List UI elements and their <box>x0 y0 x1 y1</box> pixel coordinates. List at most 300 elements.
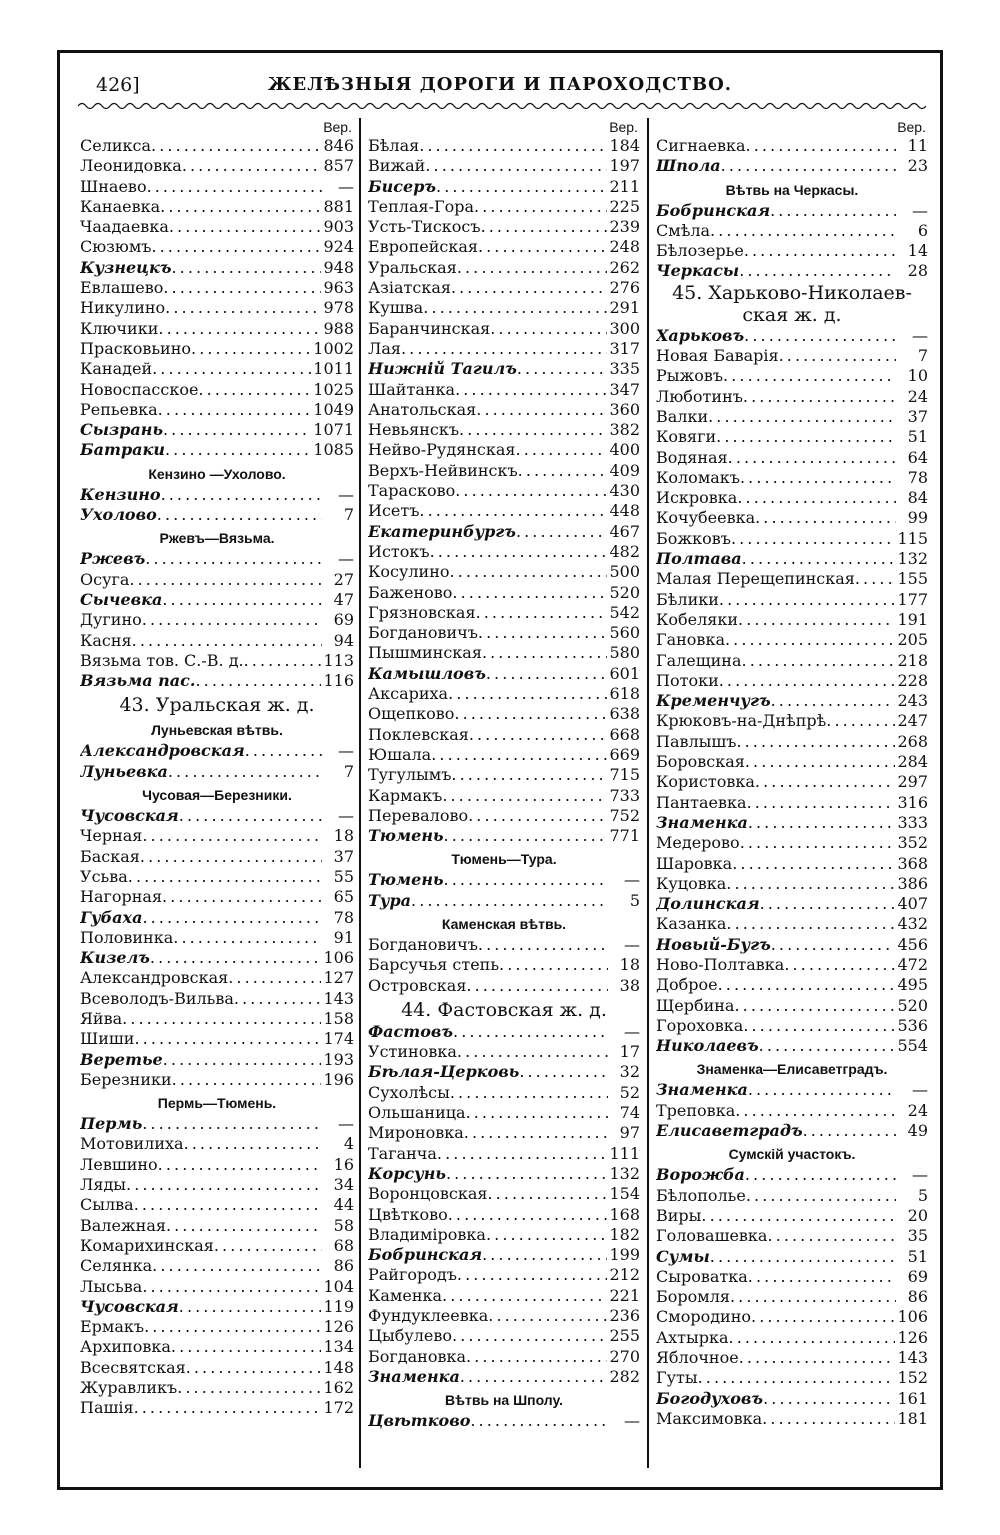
station-row <box>80 806 354 826</box>
station-distance: 560 <box>609 623 640 643</box>
leader-dots <box>748 1267 896 1287</box>
station-row <box>80 1317 354 1337</box>
station-row <box>656 1287 928 1307</box>
leader-dots <box>455 380 607 400</box>
station-name: Тугулымъ <box>368 765 452 785</box>
leader-dots <box>448 1205 608 1225</box>
station-row <box>656 935 928 955</box>
station-distance: 44 <box>333 1195 354 1215</box>
station-row <box>368 298 640 318</box>
station-distance: 116 <box>323 671 354 691</box>
station-row <box>656 590 928 610</box>
station-name: Журавликъ <box>80 1378 178 1398</box>
leader-dots <box>452 1326 607 1346</box>
leader-dots <box>444 870 608 890</box>
station-distance: 1011 <box>313 359 354 379</box>
leader-dots <box>468 806 607 826</box>
station-distance: 47 <box>333 589 354 609</box>
station-name: Знаменка <box>656 812 748 832</box>
leader-dots <box>163 420 311 440</box>
station-distance: 106 <box>323 948 354 968</box>
leader-dots <box>726 914 895 934</box>
station-row <box>656 1036 928 1056</box>
station-row <box>80 610 354 630</box>
station-distance: 162 <box>323 1378 354 1398</box>
station-row <box>368 420 640 440</box>
station-name: Гановка <box>656 630 725 650</box>
leader-dots <box>701 1206 896 1226</box>
station-distance: 158 <box>323 1008 354 1028</box>
station-distance: 51 <box>907 427 928 447</box>
station-row <box>368 400 640 420</box>
station-distance: 221 <box>609 1285 640 1305</box>
leader-dots <box>748 813 896 833</box>
station-distance: 1025 <box>313 379 354 399</box>
leader-dots <box>771 935 896 955</box>
station-distance: 291 <box>609 298 640 318</box>
leader-dots <box>450 1083 608 1103</box>
station-row <box>368 258 640 278</box>
station-row <box>368 339 640 359</box>
station-row <box>656 1348 928 1368</box>
leader-dots <box>481 217 608 237</box>
station-name: Губаха <box>80 907 143 927</box>
station-distance: 225 <box>609 196 640 216</box>
station-distance: 542 <box>609 602 640 622</box>
station-distance: 86 <box>907 1287 928 1307</box>
leader-dots <box>482 1245 607 1265</box>
station-name: Сухолѣсы <box>368 1082 450 1102</box>
leader-dots <box>157 505 322 525</box>
station-name: Батраки <box>80 440 165 460</box>
station-name: Ухолово <box>80 505 157 525</box>
station-row <box>80 1216 354 1236</box>
station-row <box>80 258 354 278</box>
station-row <box>80 485 354 505</box>
leader-dots <box>171 1337 322 1357</box>
station-name: Головашевка <box>656 1226 768 1246</box>
station-distance: 400 <box>609 440 640 460</box>
station-row <box>80 762 354 782</box>
leader-dots <box>158 1155 322 1175</box>
station-distance: 430 <box>609 481 640 501</box>
station-name: Новая Баварія <box>656 346 779 366</box>
leader-dots <box>746 136 896 156</box>
station-name: Долинская <box>656 894 760 914</box>
station-name: Шайтанка <box>368 379 456 399</box>
leader-dots <box>517 359 608 379</box>
station-row <box>656 529 928 549</box>
station-distance: 32 <box>619 1062 640 1082</box>
station-row <box>80 549 354 569</box>
station-row <box>656 833 928 853</box>
station-distance: 52 <box>619 1082 640 1102</box>
station-distance: 669 <box>609 744 640 764</box>
station-distance: 284 <box>897 752 928 772</box>
leader-dots <box>128 867 322 887</box>
station-distance: 715 <box>609 765 640 785</box>
station-name: Владиміровка <box>368 1224 486 1244</box>
station-name: Ковяги <box>656 427 717 447</box>
leader-dots <box>731 529 896 549</box>
station-name: Евлашево <box>80 278 164 298</box>
leader-dots <box>740 833 896 853</box>
station-name: Леонидовка <box>80 156 182 176</box>
leader-dots <box>730 1287 896 1307</box>
station-name: Усьва <box>80 866 128 886</box>
station-name: Тюмень <box>368 870 444 890</box>
station-distance: 472 <box>897 954 928 974</box>
leader-dots <box>442 1286 607 1306</box>
station-row <box>80 867 354 887</box>
station-row <box>656 671 928 691</box>
station-distance: 11 <box>907 136 928 155</box>
station-name: Бѣлики <box>656 589 719 609</box>
station-name: Кушва <box>368 298 424 318</box>
station-row <box>80 590 354 610</box>
station-row <box>368 1164 640 1184</box>
station-row <box>80 319 354 339</box>
station-row <box>80 339 354 359</box>
station-distance: 948 <box>323 257 354 277</box>
station-row <box>656 448 928 468</box>
leader-dots <box>457 258 608 278</box>
station-name: Таганча <box>368 1143 437 1163</box>
leader-dots <box>723 366 896 386</box>
leader-dots <box>710 221 896 241</box>
station-row <box>368 1042 640 1062</box>
leader-dots <box>182 156 322 176</box>
station-name: Яблочное <box>656 1348 739 1368</box>
station-row <box>656 427 928 447</box>
station-name: Чусовская <box>80 806 179 826</box>
station-row <box>80 1236 354 1256</box>
leader-dots <box>803 1121 896 1141</box>
station-name: Цвѣтково <box>368 1411 471 1431</box>
station-distance: 1085 <box>313 440 354 460</box>
station-distance: 119 <box>323 1296 354 1316</box>
station-name: Селянка <box>80 1256 153 1276</box>
station-distance: 64 <box>907 447 928 467</box>
leader-dots <box>168 762 322 782</box>
station-name: Луньевка <box>80 761 168 781</box>
leader-dots <box>746 1186 896 1206</box>
station-distance: 28 <box>907 261 928 281</box>
leader-dots <box>743 387 896 407</box>
station-row <box>368 522 640 542</box>
leader-dots <box>144 1317 321 1337</box>
leader-dots <box>487 1184 607 1204</box>
branch-heading: Знаменка—Елисаветградъ. <box>696 1061 888 1078</box>
station-distance: 34 <box>333 1175 354 1195</box>
station-name: Богодуховъ <box>656 1388 764 1408</box>
station-row <box>368 725 640 745</box>
station-row <box>656 1368 928 1388</box>
station-name: Доброе <box>656 975 718 995</box>
station-row <box>80 671 354 691</box>
leader-dots <box>166 1216 322 1236</box>
station-row <box>368 562 640 582</box>
station-distance: 239 <box>609 217 640 237</box>
station-distance: 1071 <box>313 420 354 440</box>
station-name: Виры <box>656 1205 702 1225</box>
station-row <box>656 1186 928 1206</box>
station-row <box>80 177 354 197</box>
station-distance: 618 <box>609 684 640 704</box>
station-distance: 182 <box>609 1224 640 1244</box>
station-distance: — <box>338 484 354 504</box>
station-row <box>368 976 640 996</box>
station-row <box>368 1367 640 1387</box>
station-name: Дугино <box>80 610 142 630</box>
station-distance: 317 <box>609 338 640 358</box>
station-name: Бобринская <box>656 200 771 220</box>
station-name: Кочубеевка <box>656 508 756 528</box>
station-distance: 58 <box>333 1215 354 1235</box>
station-name: Тура <box>368 890 412 910</box>
station-name: Чусовская <box>80 1296 179 1316</box>
station-name: Шнаево <box>80 176 147 196</box>
station-row <box>656 1307 928 1327</box>
station-distance: 668 <box>609 724 640 744</box>
leader-dots <box>748 1080 896 1100</box>
station-distance: 276 <box>609 278 640 298</box>
station-row <box>656 326 928 346</box>
leader-dots <box>763 1389 895 1409</box>
station-name: Богдановичъ <box>368 934 478 954</box>
station-name: Кузнецкъ <box>80 257 172 277</box>
leader-dots <box>742 549 896 569</box>
station-distance: 432 <box>897 914 928 934</box>
station-row <box>656 1267 928 1287</box>
station-distance: — <box>338 1114 354 1134</box>
station-row <box>656 366 928 386</box>
station-name: Поклевская <box>368 724 469 744</box>
station-name: Кизелъ <box>80 948 150 968</box>
station-name: Коломакъ <box>656 467 740 487</box>
leader-dots <box>488 1306 607 1326</box>
leader-dots <box>779 346 896 366</box>
leader-dots <box>234 989 322 1009</box>
station-row <box>656 975 928 995</box>
leader-dots <box>708 407 896 427</box>
leader-dots <box>735 1101 896 1121</box>
station-row <box>656 1206 928 1226</box>
leader-dots <box>191 339 311 359</box>
station-name: Мотовилиха <box>80 1134 184 1154</box>
station-name: Сюзюмъ <box>80 237 152 257</box>
station-name: Тюмень <box>368 826 444 846</box>
section-heading: 44. Фастовская ж. д. <box>401 998 607 1021</box>
leader-dots <box>165 440 311 460</box>
station-distance: 520 <box>897 995 928 1015</box>
station-row <box>656 813 928 833</box>
leader-dots <box>743 1016 895 1036</box>
station-distance: 771 <box>609 826 640 846</box>
station-row <box>368 603 640 623</box>
section-heading: 45. Харьково-Николаев- <box>672 281 912 304</box>
leader-dots <box>162 887 322 907</box>
station-distance: 161 <box>897 1388 928 1408</box>
leader-dots <box>179 1297 322 1317</box>
station-name: Люботинъ <box>656 386 743 406</box>
station-name: Сигнаевка <box>656 136 746 155</box>
station-row <box>80 197 354 217</box>
station-row <box>80 400 354 420</box>
station-row <box>656 1409 928 1429</box>
leader-dots <box>759 1036 896 1056</box>
station-distance: 448 <box>609 501 640 521</box>
leader-dots <box>464 1123 608 1143</box>
leader-dots <box>755 772 896 792</box>
station-distance: 24 <box>907 386 928 406</box>
station-distance: 248 <box>609 237 640 257</box>
leader-dots <box>419 136 607 156</box>
station-row <box>656 874 928 894</box>
station-distance: 262 <box>609 257 640 277</box>
leader-dots <box>855 569 896 589</box>
station-distance: 212 <box>609 1265 640 1285</box>
station-distance: — <box>624 1021 640 1041</box>
leader-dots <box>195 671 321 691</box>
leader-dots <box>469 725 608 745</box>
station-row <box>80 631 354 651</box>
station-distance: 134 <box>323 1337 354 1357</box>
leader-dots <box>745 1165 896 1185</box>
station-distance: 35 <box>907 1226 928 1246</box>
station-row <box>80 1378 354 1398</box>
station-name: Цвѣтково <box>368 1204 448 1224</box>
station-distance: 300 <box>609 318 640 338</box>
station-row <box>368 826 640 846</box>
station-name: Сумы <box>656 1246 710 1266</box>
station-distance: 988 <box>323 318 354 338</box>
leader-dots <box>437 1144 608 1164</box>
station-name: Райгородъ <box>368 1265 457 1285</box>
station-name: Ермакъ <box>80 1317 145 1337</box>
station-row <box>368 1103 640 1123</box>
station-row <box>80 217 354 237</box>
leader-dots <box>151 237 321 257</box>
station-distance: 386 <box>897 873 928 893</box>
station-row <box>368 643 640 663</box>
leader-dots <box>455 481 607 501</box>
station-distance: 903 <box>323 217 354 237</box>
station-distance: 924 <box>323 237 354 257</box>
station-row <box>656 752 928 772</box>
station-name: Максимовка <box>656 1408 763 1428</box>
leader-dots <box>516 440 608 460</box>
station-row <box>656 201 928 221</box>
station-distance: 16 <box>333 1154 354 1174</box>
station-row <box>80 1398 354 1418</box>
station-row <box>656 610 928 630</box>
station-row <box>80 136 354 156</box>
station-row <box>656 854 928 874</box>
station-distance: 5 <box>629 890 640 910</box>
station-distance: 211 <box>609 176 640 196</box>
station-name: Богдановка <box>368 1346 467 1366</box>
station-distance: — <box>912 1165 928 1185</box>
station-row <box>368 156 640 176</box>
station-row <box>80 989 354 1009</box>
station-distance: 456 <box>897 934 928 954</box>
station-row <box>80 1195 354 1215</box>
station-distance: 20 <box>907 1205 928 1225</box>
station-name: Европейская <box>368 237 478 257</box>
station-row <box>368 501 640 521</box>
station-row <box>80 651 354 671</box>
leader-dots <box>150 948 322 968</box>
station-row <box>656 793 928 813</box>
station-row <box>80 928 354 948</box>
leader-dots <box>466 1103 608 1123</box>
station-row <box>368 870 640 890</box>
station-distance: 520 <box>609 582 640 602</box>
station-name: Баская <box>80 846 140 866</box>
leader-dots <box>518 461 608 481</box>
station-distance: 218 <box>897 650 928 670</box>
branch-heading: Пермь—Тюмень. <box>157 1095 277 1112</box>
station-name: Вязьма пас. <box>80 671 196 691</box>
station-row <box>368 583 640 603</box>
leader-dots <box>147 177 322 197</box>
station-distance: 333 <box>897 812 928 832</box>
station-row <box>656 569 928 589</box>
leader-dots <box>431 745 607 765</box>
station-row <box>656 955 928 975</box>
leader-dots <box>419 501 607 521</box>
station-distance: 10 <box>907 366 928 386</box>
station-distance: 199 <box>609 1245 640 1265</box>
leader-dots <box>152 1256 322 1276</box>
station-distance: 69 <box>907 1266 928 1286</box>
leader-dots <box>710 1247 896 1267</box>
station-row <box>368 1286 640 1306</box>
leader-dots <box>163 1050 322 1070</box>
station-distance: — <box>624 1411 640 1431</box>
station-row <box>368 1205 640 1225</box>
station-distance: 181 <box>897 1408 928 1428</box>
station-row <box>80 298 354 318</box>
leader-dots <box>425 156 607 176</box>
station-distance: 152 <box>897 1368 928 1388</box>
station-name: Прасковьино <box>80 338 192 358</box>
station-name: Ново-Полтавка <box>656 954 785 974</box>
station-distance: 69 <box>333 610 354 630</box>
leader-dots <box>245 741 322 761</box>
station-row <box>656 1121 928 1141</box>
leader-dots <box>732 854 895 874</box>
station-name: Користовка <box>656 772 755 792</box>
leader-dots <box>457 1265 608 1285</box>
station-name: Усть-Тискосъ <box>368 217 481 237</box>
station-name: Кобеляки <box>656 609 739 629</box>
station-distance: 282 <box>609 1366 640 1386</box>
station-distance: 236 <box>609 1306 640 1326</box>
station-name: Нейво-Рудянская <box>368 440 516 460</box>
station-distance: 172 <box>323 1398 354 1418</box>
station-distance: 84 <box>907 488 928 508</box>
station-name: Елисаветградъ <box>656 1121 803 1141</box>
station-name: Березники <box>80 1069 172 1089</box>
station-row <box>80 1297 354 1317</box>
station-distance: 335 <box>609 359 640 379</box>
station-row <box>368 955 640 975</box>
station-name: Селикса <box>80 136 152 155</box>
station-name: Бѣлая <box>368 136 420 155</box>
leader-dots <box>755 508 896 528</box>
